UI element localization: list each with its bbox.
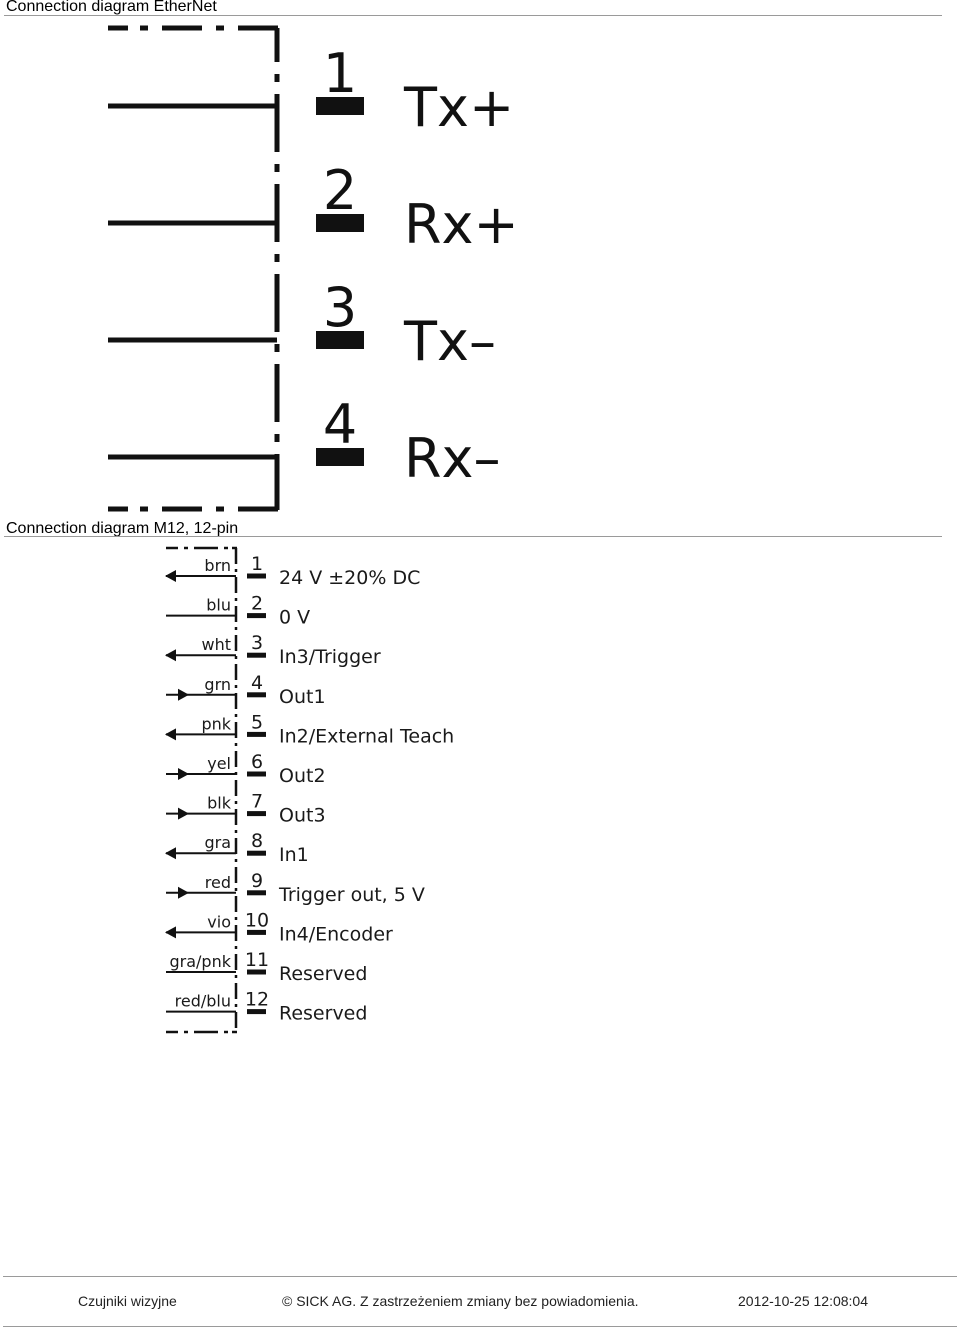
input-arrow-icon: [165, 570, 176, 582]
m12-pin-5: [165, 711, 454, 747]
output-arrow-icon: [178, 768, 189, 780]
m12-pin-signal: 24 V ±20% DC: [279, 567, 421, 589]
m12-wire-color: blk: [207, 793, 231, 813]
m12-pin-signal: Reserved: [279, 1002, 368, 1025]
m12-pin-signal: In4/Encoder: [279, 923, 393, 946]
m12-pin-number: 1: [250, 553, 264, 575]
footer-copyright: © SICK AG. Z zastrzeżeniem zmiany bez powiadomienia.: [282, 1293, 639, 1309]
m12-pin-number: 9: [250, 869, 264, 892]
input-arrow-icon: [165, 847, 176, 859]
m12-pin-signal: 0 V: [279, 606, 311, 629]
ethernet-section-title: Connection diagram EtherNet: [6, 0, 217, 15]
m12-title-rule: [4, 536, 942, 537]
ethernet-pin-signal: Rx+: [404, 193, 519, 256]
m12-connection-diagram: [0, 540, 960, 1050]
m12-pin-signal: In3/Trigger: [279, 646, 381, 669]
m12-pin-11: [166, 949, 367, 985]
m12-pin-number: 12: [244, 988, 270, 1011]
m12-pin-3: [165, 632, 381, 668]
m12-pin-number: 5: [250, 711, 264, 734]
footer-bottom-rule: [3, 1326, 957, 1327]
ethernet-connection-diagram: [0, 0, 960, 515]
input-arrow-icon: [165, 926, 176, 938]
m12-pin-number: 3: [250, 632, 264, 655]
output-arrow-icon: [178, 689, 189, 701]
ethernet-pin-number: 3: [322, 276, 358, 339]
m12-wire-color: blu: [206, 595, 231, 615]
m12-pin-signal: Out1: [279, 685, 326, 708]
m12-section-title: Connection diagram M12, 12-pin: [6, 520, 239, 537]
output-arrow-icon: [178, 808, 189, 820]
ethernet-pin-signal: Tx–: [404, 310, 496, 373]
m12-pin-signal: Out3: [279, 804, 326, 827]
m12-pin-number: 2: [250, 592, 264, 615]
ethernet-pin-3: [108, 276, 496, 373]
m12-pin-number: 7: [250, 790, 264, 813]
ethernet-pin-signal: Tx+: [404, 76, 515, 139]
ethernet-pin-number: 1: [322, 42, 358, 105]
ethernet-pin-signal: Rx–: [404, 427, 501, 490]
m12-pin-4: [166, 672, 326, 708]
m12-pin-number: 11: [244, 949, 270, 971]
m12-pin-9: [166, 870, 425, 906]
m12-pin-12: [166, 989, 367, 1025]
ethernet-pin-4: [108, 393, 500, 490]
m12-wire-color: yel: [207, 754, 231, 773]
input-arrow-icon: [165, 649, 176, 661]
m12-pin-number: 6: [250, 751, 264, 773]
m12-pin-7: [166, 791, 326, 827]
ethernet-pin-number: 4: [322, 393, 358, 456]
m12-wire-color: red/blu: [174, 991, 231, 1011]
m12-pin-signal: Reserved: [279, 963, 368, 985]
m12-pin-number: 4: [250, 671, 264, 694]
m12-wire-color: vio: [207, 912, 231, 932]
m12-pin-1: [165, 553, 420, 589]
input-arrow-icon: [165, 728, 176, 740]
m12-pin-2: [166, 593, 310, 629]
output-arrow-icon: [178, 887, 189, 899]
footer-category: Czujniki wizyjne: [78, 1293, 177, 1309]
m12-wire-color: gra: [204, 833, 231, 853]
m12-pin-number: 8: [250, 830, 264, 853]
m12-pin-10: [165, 909, 393, 945]
m12-pin-signal: In2/External Teach: [279, 725, 455, 748]
m12-wire-color: red: [204, 872, 231, 892]
m12-wire-color: brn: [204, 556, 231, 575]
m12-pin-signal: Trigger out, 5 V: [279, 883, 425, 906]
ethernet-pin-number: 2: [322, 159, 358, 222]
ethernet-connector-housing: [108, 28, 278, 510]
m12-pin-signal: In1: [279, 844, 309, 867]
m12-wire-color: wht: [201, 635, 231, 655]
m12-wire-color: gra/pnk: [169, 952, 231, 971]
m12-pin-6: [166, 751, 326, 787]
footer-top-rule: [3, 1276, 957, 1277]
m12-pin-signal: Out2: [279, 765, 326, 787]
m12-wire-color: pnk: [201, 714, 231, 734]
ethernet-pin-2: [108, 159, 519, 256]
ethernet-pin-1: [108, 42, 514, 139]
footer-timestamp: 2012-10-25 12:08:04: [738, 1293, 868, 1309]
m12-pin-number: 10: [244, 909, 270, 932]
m12-wire-color: grn: [204, 674, 231, 694]
